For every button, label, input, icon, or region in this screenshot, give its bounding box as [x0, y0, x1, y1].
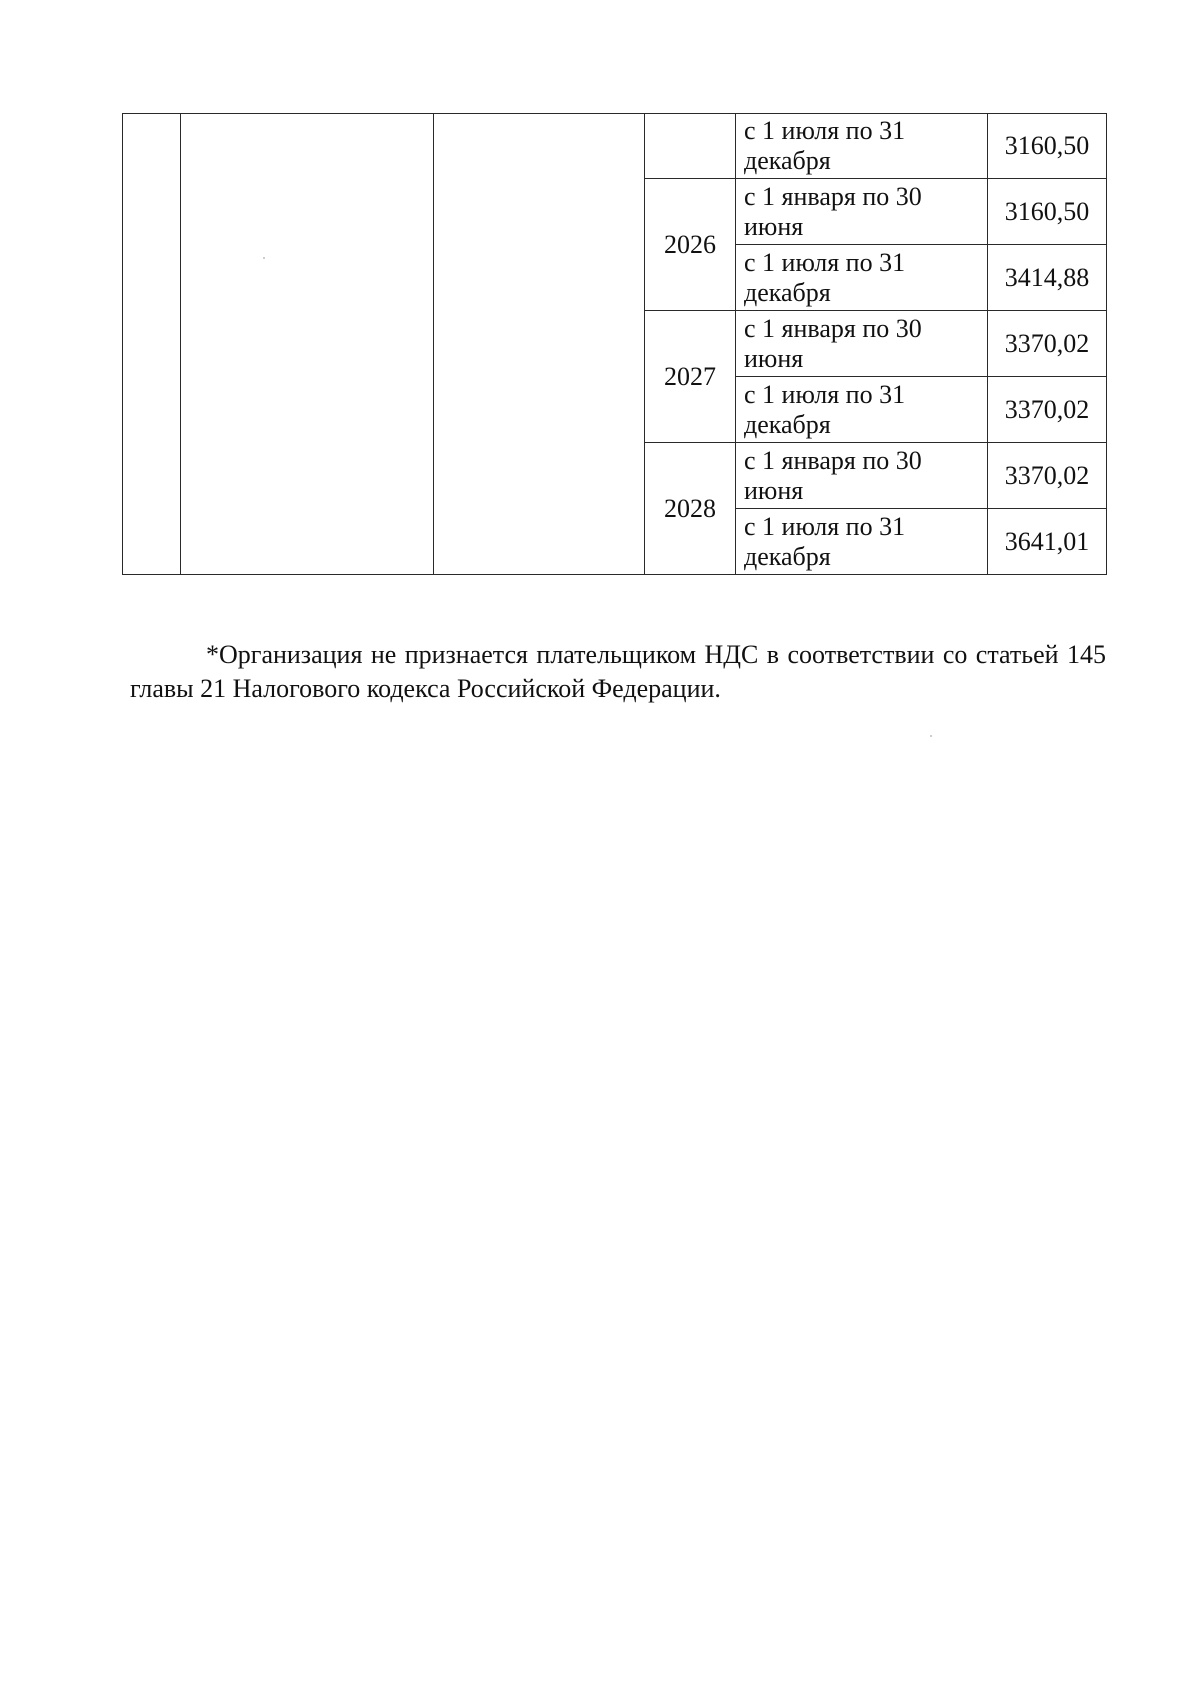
year-cell: 2028	[645, 443, 736, 575]
organization-cell	[181, 114, 434, 575]
price-cell: 3160,50	[988, 179, 1107, 245]
period-cell: с 1 января по 30 июня	[736, 311, 988, 377]
period-cell: с 1 июля по 31 декабря	[736, 245, 988, 311]
scan-speck	[263, 257, 265, 259]
tariff-table	[122, 113, 1107, 575]
number-cell	[123, 114, 181, 575]
price-cell: 3370,02	[988, 443, 1107, 509]
price-cell: 3414,88	[988, 245, 1107, 311]
period-cell: с 1 января по 30 июня	[736, 443, 988, 509]
footnote-text: *Организация не признается плательщиком НДС в соответствии со статьей 145 главы 21 Налогового кодекса Российской Федерации.	[130, 640, 1106, 703]
period-cell: с 1 июля по 31 декабря	[736, 377, 988, 443]
period-cell: с 1 января по 30 июня	[736, 179, 988, 245]
scan-speck	[930, 735, 932, 737]
price-cell: 3370,02	[988, 311, 1107, 377]
service-cell	[434, 114, 645, 575]
year-cell: 2027	[645, 311, 736, 443]
price-cell: 3641,01	[988, 509, 1107, 575]
year-cell: 2026	[645, 179, 736, 311]
period-cell: с 1 июля по 31 декабря	[736, 114, 988, 179]
period-cell: с 1 июля по 31 декабря	[736, 509, 988, 575]
year-cell	[645, 114, 736, 179]
price-cell: 3160,50	[988, 114, 1107, 179]
price-cell: 3370,02	[988, 377, 1107, 443]
table-row	[123, 114, 1107, 179]
